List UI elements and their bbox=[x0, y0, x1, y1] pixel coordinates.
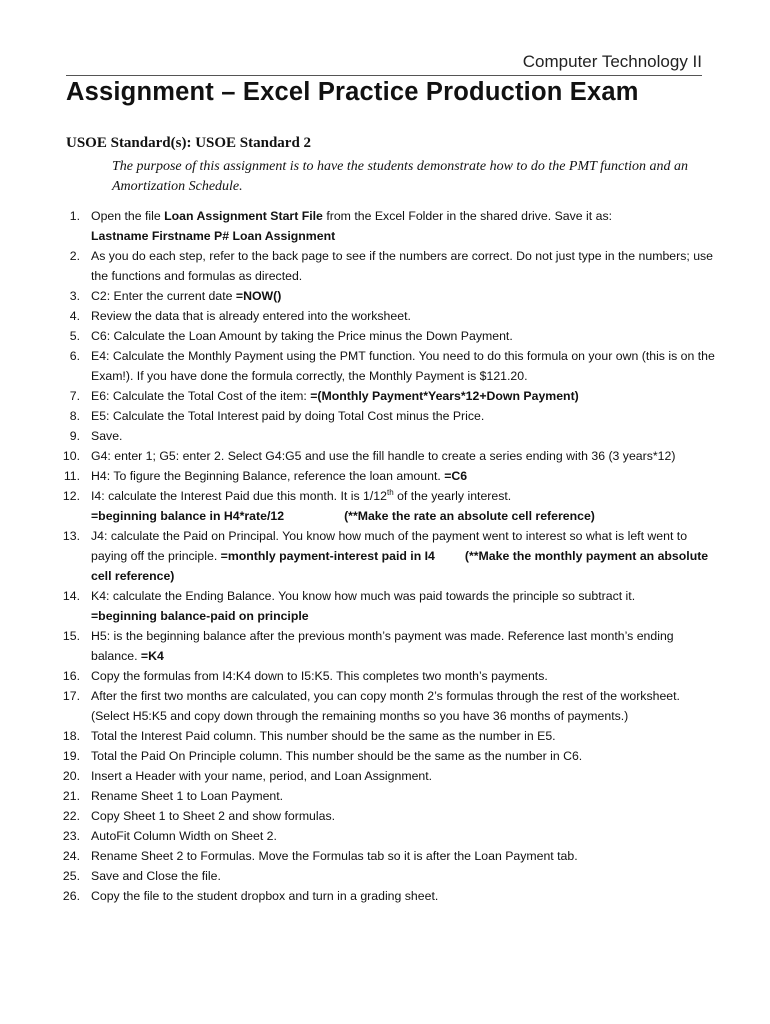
course-name: Computer Technology II bbox=[522, 52, 702, 71]
step-18: 18. Total the Interest Paid column. This number should be the same as the number in E5. bbox=[62, 729, 556, 743]
step-17: 17. After the first two months are calculated, you can copy month 2’s formulas through the rest of the worksheet. (Select H5:K5 and copy down through the remaining months so you have 36 months of payments.) bbox=[62, 689, 680, 723]
purpose-text: The purpose of this assignment is to have the students demonstrate how to do the PMT function and an Amortization Schedule. bbox=[112, 159, 689, 194]
step-15: 15. H5: is the beginning balance after the previous month’s payment was made. Reference last month’s ending balance. =K4 bbox=[62, 629, 674, 663]
step-1: 1. Open the file Loan Assignment Start File from the Excel Folder in the shared drive. Save it as: Lastname Firstname P# Loan Assignment bbox=[69, 209, 613, 243]
steps-list bbox=[0, 206, 720, 906]
assignment-title: Assignment – Excel Practice Production Exam bbox=[66, 78, 639, 106]
step-20: 20. Insert a Header with your name, period, and Loan Assignment. bbox=[62, 769, 433, 783]
step-16: 16. Copy the formulas from I4:K4 down to I5:K5. This completes two month’s payments. bbox=[62, 669, 548, 683]
step-5: 5. C6: Calculate the Loan Amount by taking the Price minus the Down Payment. bbox=[69, 329, 513, 343]
step-13: 13. J4: calculate the Paid on Principal. You know how much of the payment went to interest so what is left went to paying off the principle. =monthly payment-interest paid in I4 (**Make the monthly payment an absolute cell reference) bbox=[62, 529, 709, 583]
step-14: 14. K4: calculate the Ending Balance. You know how much was paid towards the principle so subtract it. =beginning balance-paid on principle bbox=[62, 589, 636, 623]
step-4: 4. Review the data that is already entered into the worksheet. bbox=[69, 309, 411, 323]
step-26: 26. Copy the file to the student dropbox and turn in a grading sheet. bbox=[62, 889, 439, 903]
step-22: 22. Copy Sheet 1 to Sheet 2 and show formulas. bbox=[62, 809, 336, 823]
step-10: 10. G4: enter 1; G5: enter 2. Select G4:G5 and use the fill handle to create a series ending with 36 (3 years*12) bbox=[62, 449, 676, 463]
step-25: 25. Save and Close the file. bbox=[62, 869, 221, 883]
step-9: 9. Save. bbox=[69, 429, 123, 443]
step-19: 19. Total the Paid On Principle column. This number should be the same as the number in C6. bbox=[62, 749, 583, 763]
step-21: 21. Rename Sheet 1 to Loan Payment. bbox=[62, 789, 284, 803]
header-rule bbox=[66, 75, 702, 76]
step-12: 12. I4: calculate the Interest Paid due this month. It is 1/12th of the yearly interest. =beginning balance in H4*rate/12 (**Make the rate an absolute cell reference) bbox=[62, 487, 595, 523]
step-2: 2. As you do each step, refer to the back page to see if the numbers are correct. Do not just type in the numbers; use the functions and formulas as directed. bbox=[69, 249, 714, 283]
standard-label: USOE Standard(s): USOE Standard 2 bbox=[66, 135, 312, 151]
step-23: 23. AutoFit Column Width on Sheet 2. bbox=[62, 829, 277, 843]
step-7: 7. E6: Calculate the Total Cost of the item: =(Monthly Payment*Years*12+Down Payment) bbox=[69, 389, 579, 403]
step-3: 3. C2: Enter the current date =NOW() bbox=[69, 289, 282, 303]
step-24: 24. Rename Sheet 2 to Formulas. Move the Formulas tab so it is after the Loan Payment tab. bbox=[62, 849, 578, 863]
step-8: 8. E5: Calculate the Total Interest paid by doing Total Cost minus the Price. bbox=[69, 409, 485, 423]
step-6: 6. E4: Calculate the Monthly Payment using the PMT function. You need to do this formula on your own (this is on the Exam!). If you have done the formula correctly, the Monthly Payment is $121.20. bbox=[69, 349, 715, 383]
step-11: 11. H4: To figure the Beginning Balance, reference the loan amount. =C6 bbox=[63, 469, 468, 483]
